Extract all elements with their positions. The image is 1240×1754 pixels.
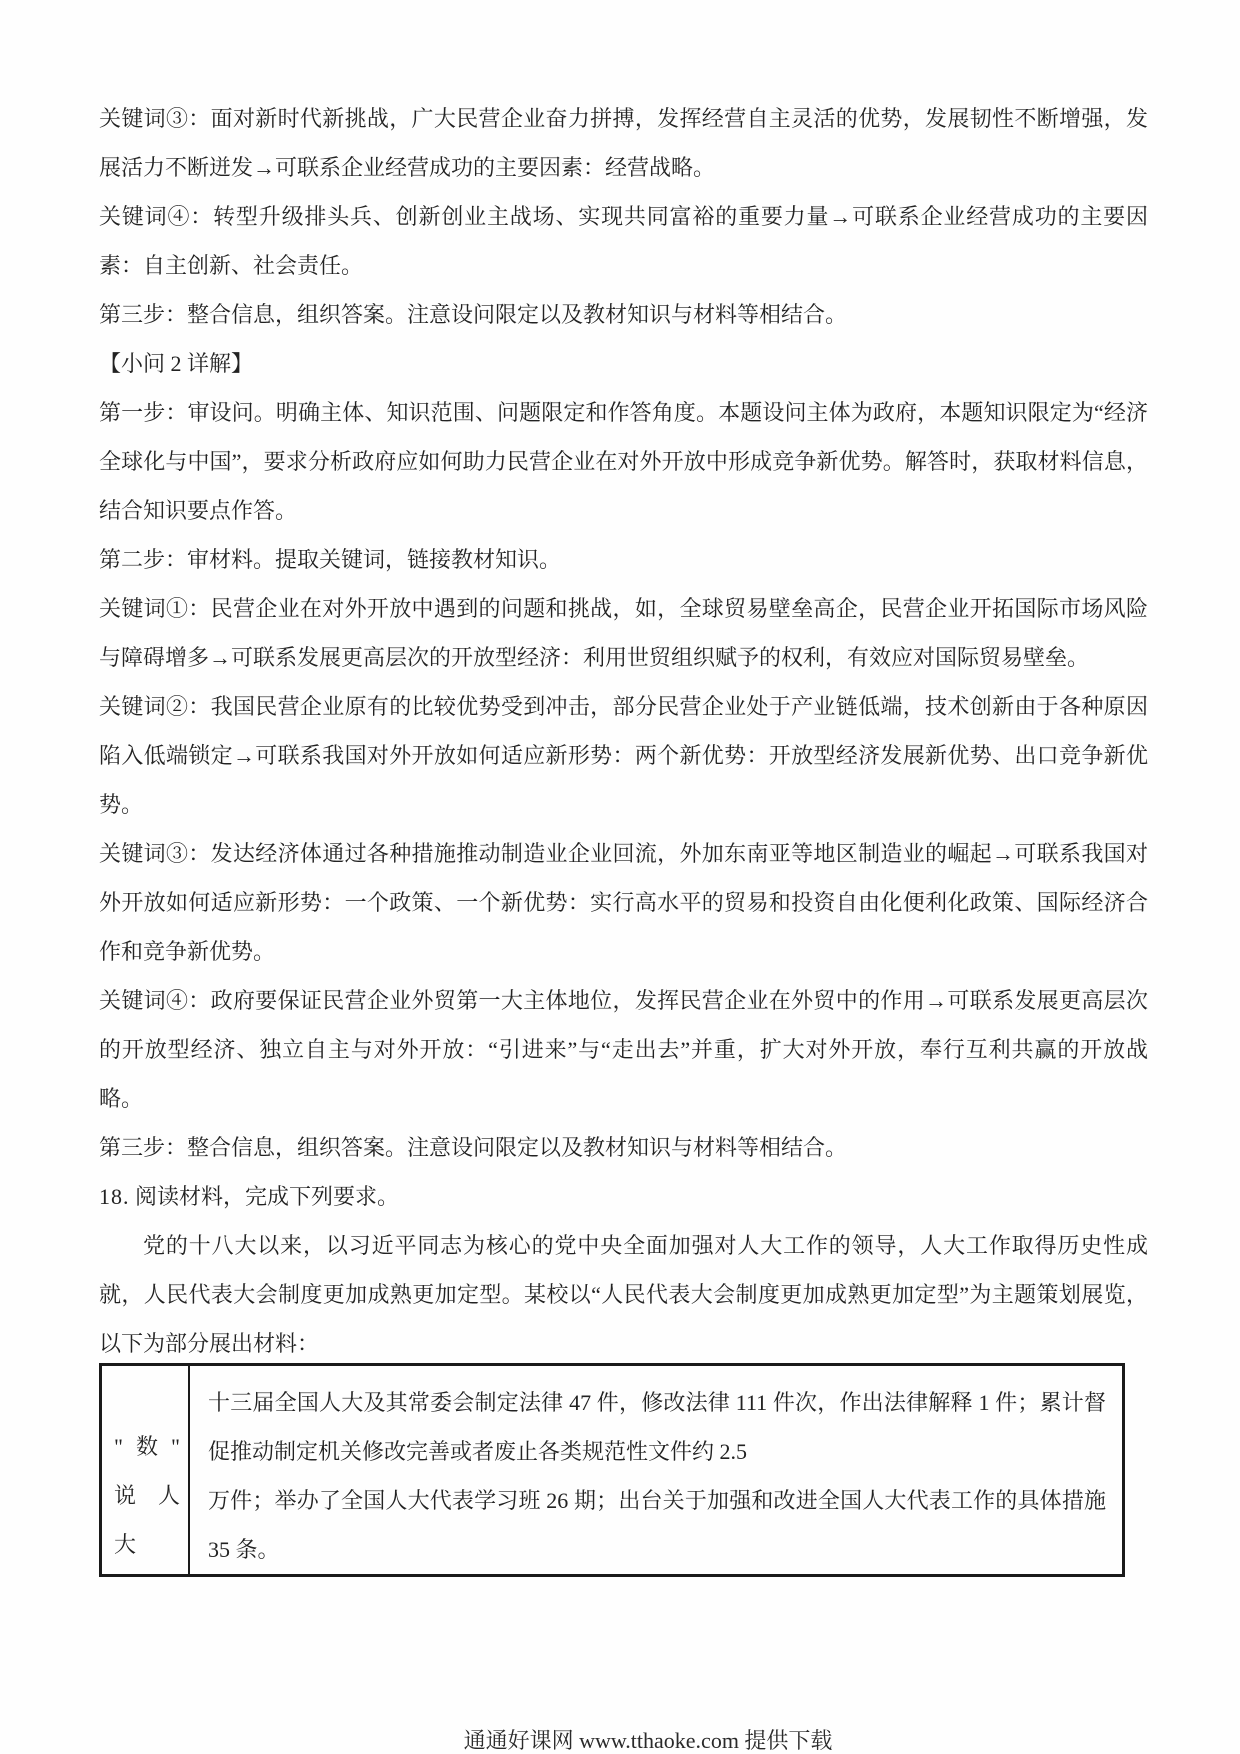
explanation-paragraph: 关键词③：发达经济体通过各种措施推动制造业企业回流，外加东南亚等地区制造业的崛起→可联系我国对外开放如何适应新形势：一个政策、一个新优势：实行高水平的贸易和投资自由化便利化政策、国际经济合作和竞争新优势。 [99, 841, 1148, 964]
explanation-paragraph: 关键词④：政府要保证民营企业外贸第一大主体地位，发挥民营企业在外贸中的作用→可联系发展更高层次的开放型经济、独立自主与对外开放：“引进来”与“走出去”并重，扩大对外开放，奉行互利共赢的开放战略。 [99, 988, 1148, 1111]
explanation-paragraph: 第一步：审设问。明确主体、知识范围、问题限定和作答角度。本题设问主体为政府，本题知识限定为“经济全球化与中国”，要求分析政府应如何助力民营企业在对外开放中形成竞争新优势。解答时，获取材料信息，结合知识要点作答。 [99, 400, 1148, 523]
question-prompt: 阅读材料，完成下列要求。 [135, 1184, 400, 1209]
table-content-cell [190, 1366, 1122, 1574]
explanation-paragraph: 第三步：整合信息，组织答案。注意设问限定以及教材知识与材料等相结合。 [99, 302, 848, 327]
explanation-paragraph: 关键词④：转型升级排头兵、创新创业主战场、实现共同富裕的重要力量→可联系企业经营成功的主要因素：自主创新、社会责任。 [99, 204, 1148, 278]
question-number: 18. [99, 1184, 130, 1209]
answer-explanation-body [99, 94, 1148, 1368]
question-material-paragraph: 党的十八大以来，以习近平同志为核心的党中央全面加强对人大工作的领导，人大工作取得历史性成就，人民代表大会制度更加成熟更加定型。某校以“人民代表大会制度更加成熟更加定型”为主题策划展览，以下为部分展出材料： [99, 1233, 1148, 1356]
explanation-paragraph: 关键词①：民营企业在对外开放中遇到的问题和挑战，如，全球贸易壁垒高企，民营企业开拓国际市场风险与障碍增多→可联系发展更高层次的开放型经济：利用世贸组织赋予的权利，有效应对国际贸易壁垒。 [99, 596, 1148, 670]
explanation-paragraph: 关键词③：面对新时代新挑战，广大民营企业奋力拼搏，发挥经营自主灵活的优势，发展韧性不断增强，发展活力不断迸发→可联系企业经营成功的主要因素：经营战略。 [99, 106, 1148, 180]
table-row-label-line: "数" [114, 1434, 180, 1459]
footer-text: 通通好课网 www.tthaoke.com 提供下载 [463, 1728, 833, 1753]
site-watermark-footer [0, 1724, 1240, 1754]
subquestion-2-heading: 【小问 2 详解】 [99, 351, 254, 376]
table-content-paragraph: 万件；举办了全国人大代表学习班 26 期；出台关于加强和改进全国人大代表工作的具体措施 35 条。 [208, 1488, 1106, 1562]
explanation-paragraph: 关键词②：我国民营企业原有的比较优势受到冲击，部分民营企业处于产业链低端，技术创新由于各种原因陷入低端锁定→可联系我国对外开放如何适应新形势：两个新优势：开放型经济发展新优势、出口竞争新优势。 [99, 694, 1148, 817]
explanation-paragraph: 第二步：审材料。提取关键词，链接教材知识。 [99, 547, 562, 572]
table-row-label-line: 大 [114, 1532, 137, 1557]
table-row-label-line: 说人 [114, 1483, 180, 1508]
table-content-paragraph: 十三届全国人大及其常委会制定法律 47 件，修改法律 111 件次，作出法律解释 1 件；累计督促推动制定机关修改完善或者废止各类规范性文件约 2.5 [208, 1390, 1106, 1464]
exhibit-table [99, 1363, 1125, 1577]
table-row-label-cell [102, 1366, 190, 1574]
explanation-paragraph: 第三步：整合信息，组织答案。注意设问限定以及教材知识与材料等相结合。 [99, 1135, 848, 1160]
question-18-line [99, 1172, 1148, 1221]
